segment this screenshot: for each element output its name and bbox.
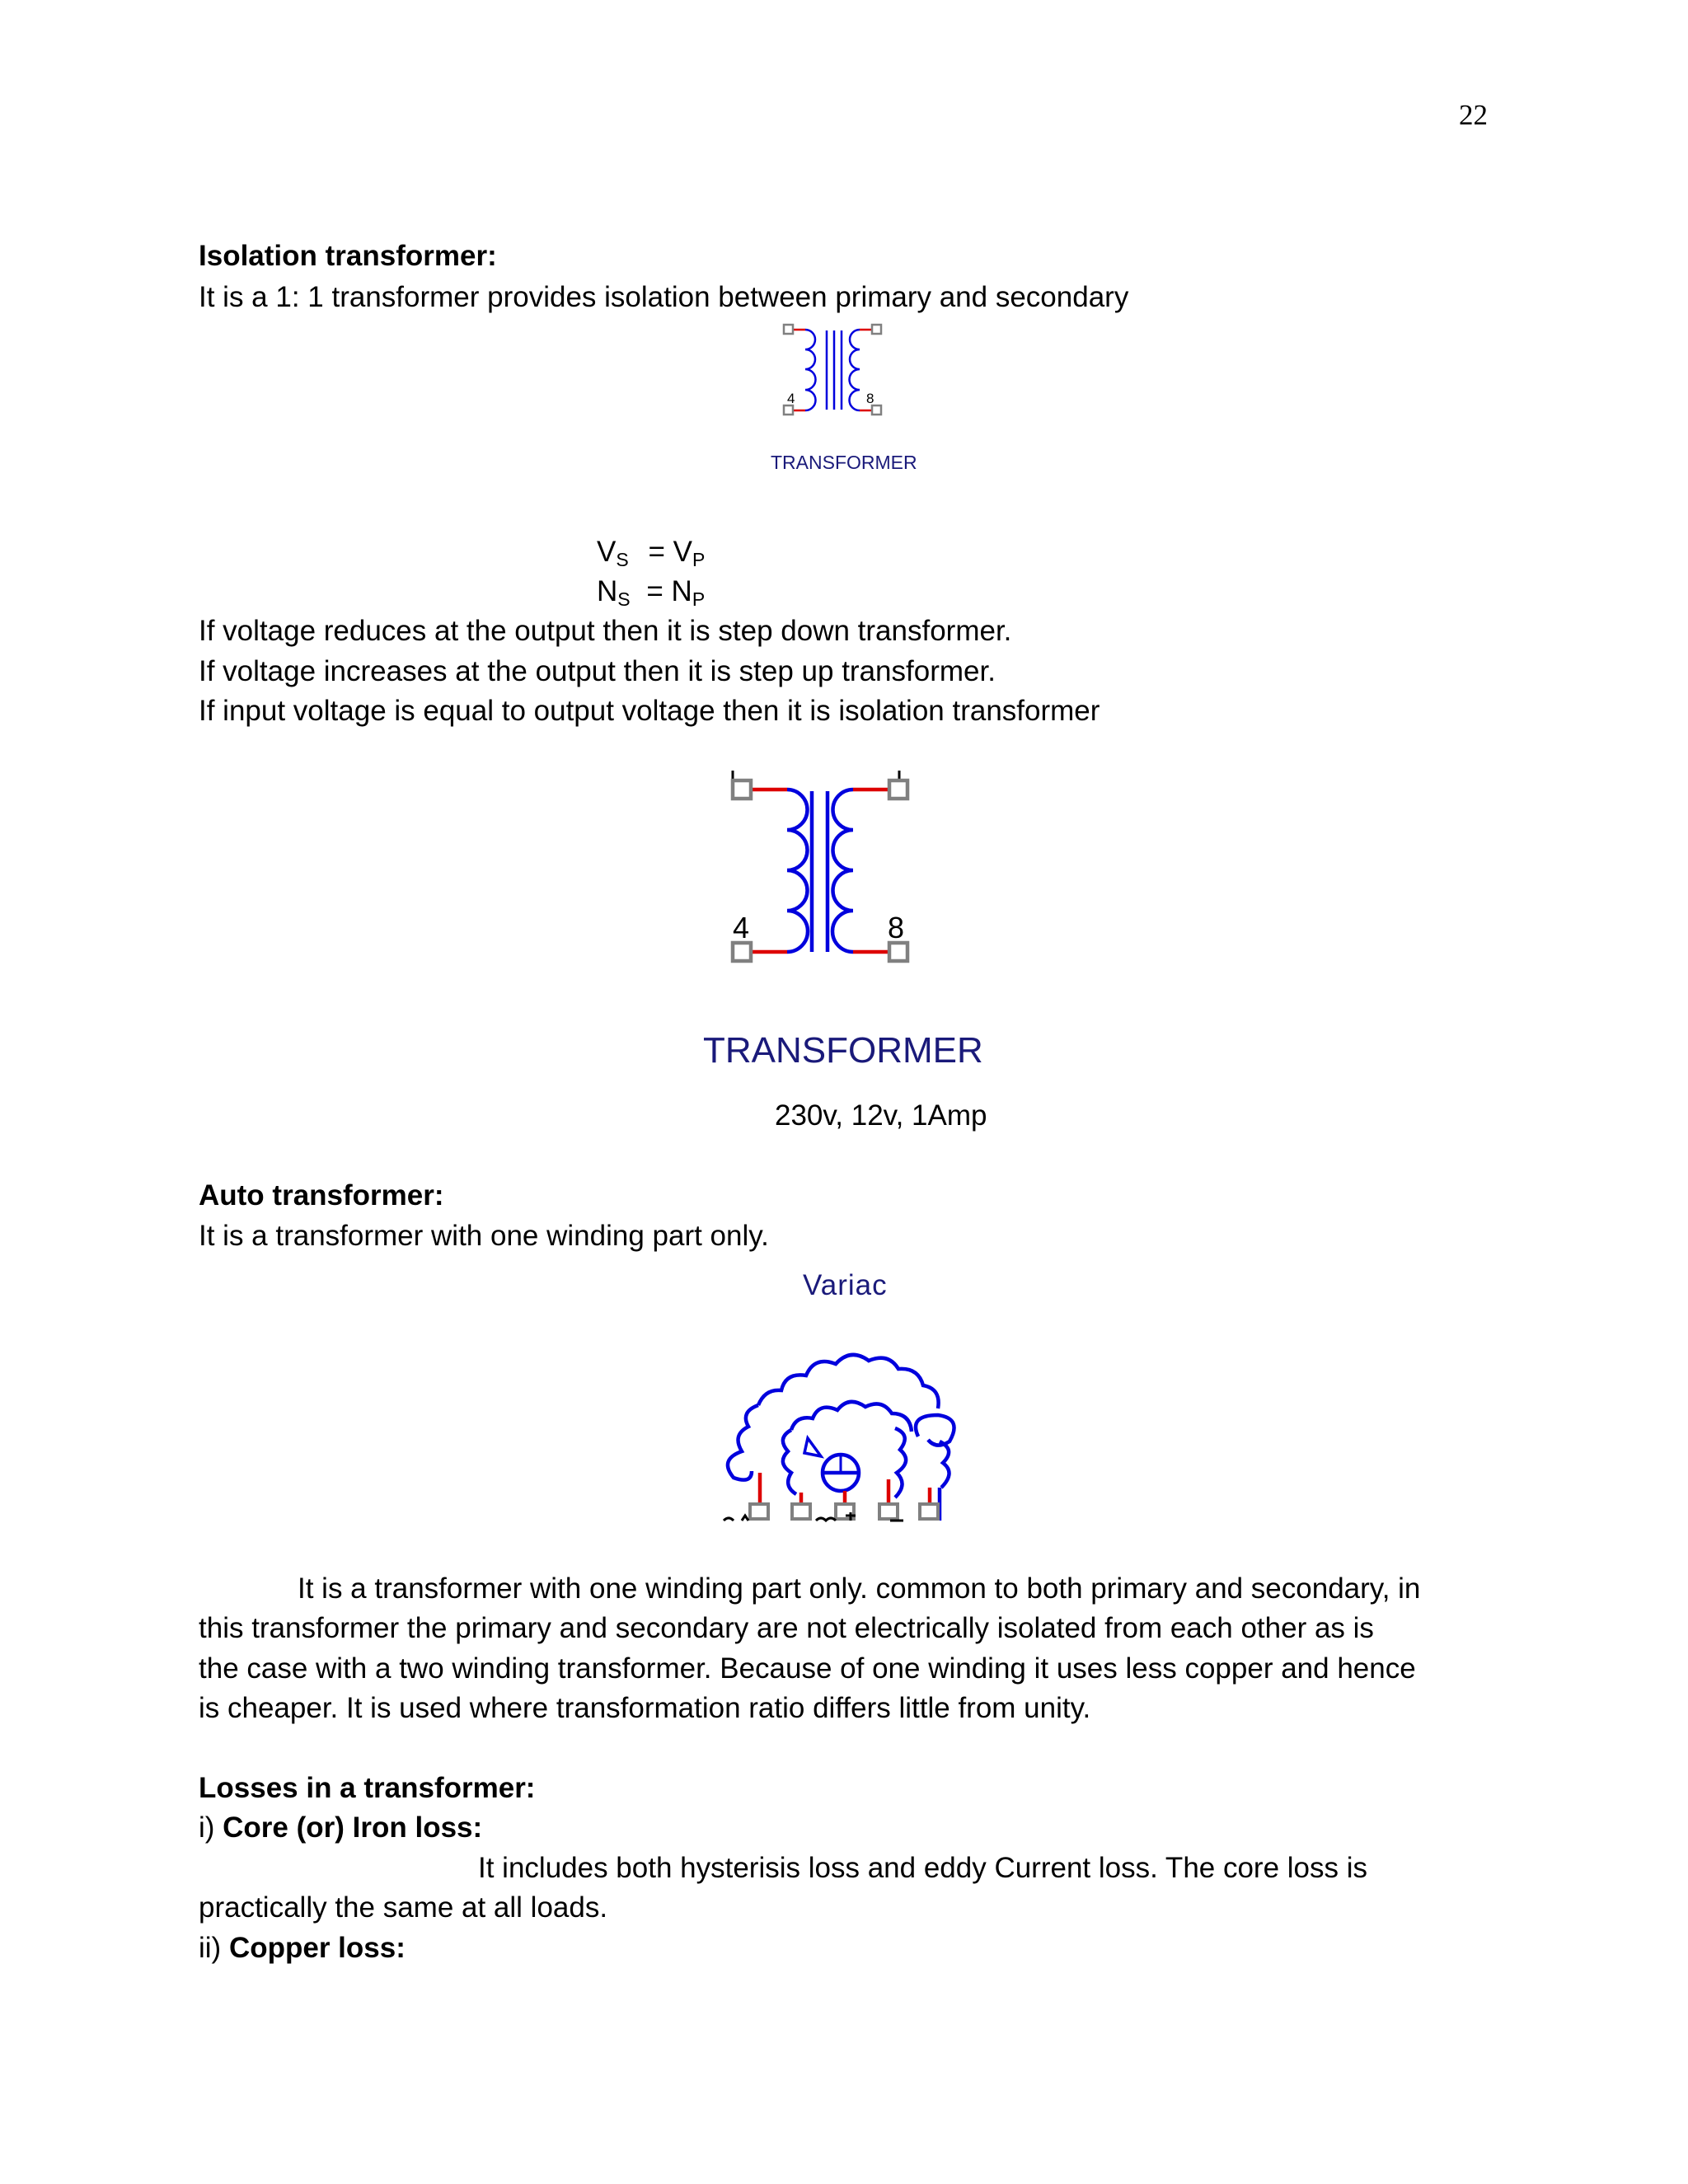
eq1-lhs-sub: S	[616, 549, 629, 570]
isolation-heading: Isolation transformer:	[199, 240, 497, 272]
transformer-large-label: TRANSFORMER	[703, 1030, 983, 1071]
page-number: 22	[1459, 99, 1488, 131]
core-loss-text-2: practically the same at all loads.	[199, 1891, 608, 1924]
eq1-lhs: V	[597, 536, 617, 568]
auto-paragraph-line-3: the case with a two winding transformer. Because of one winding it uses less copper and hence	[199, 1652, 1416, 1685]
transformer-large-diagram	[721, 766, 927, 964]
auto-paragraph-line-2: this transformer the primary and secondary are not electrically isolated from each other as is	[199, 1612, 1374, 1644]
core-loss-prefix: i)	[199, 1811, 223, 1844]
core-loss-title-text: Core (or) Iron loss:	[223, 1811, 483, 1844]
variac-label: Variac	[803, 1269, 888, 1301]
small-pin-left: 4	[787, 391, 795, 406]
isolation-description: It is a 1: 1 transformer provides isolation between primary and secondary	[199, 281, 1129, 313]
auto-paragraph-line-1: It is a transformer with one winding part only. common to both primary and secondary, in	[298, 1572, 1421, 1605]
transformer-small-label: TRANSFORMER	[771, 452, 917, 473]
copper-loss-title-text: Copper loss:	[228, 1932, 406, 1964]
auto-description: It is a transformer with one winding part only.	[199, 1220, 769, 1252]
variac-diagram	[709, 1331, 1006, 1521]
rule-step-down: If voltage reduces at the output then it is step down transformer.	[199, 615, 1012, 647]
core-loss-text-1: It includes both hysterisis loss and eddy Current loss. The core loss is	[478, 1852, 1368, 1884]
large-pin-right: 8	[888, 911, 905, 944]
eq2-op: = N	[646, 575, 692, 607]
eq2-rhs-sub: P	[692, 588, 706, 610]
rule-isolation: If input voltage is equal to output voltage then it is isolation transformer	[199, 695, 1100, 727]
large-pin-left: 4	[733, 911, 750, 944]
eq1-rhs-sub: P	[692, 549, 706, 570]
copper-loss-title	[199, 1928, 406, 1968]
transformer-rating: 230v, 12v, 1Amp	[775, 1099, 987, 1132]
auto-paragraph-line-4: is cheaper. It is used where transformation ratio differs little from unity.	[199, 1692, 1091, 1724]
eq2-lhs: N	[597, 575, 618, 607]
losses-heading: Losses in a transformer:	[199, 1772, 536, 1804]
auto-heading: Auto transformer:	[199, 1179, 444, 1212]
transformer-small-diagram	[779, 317, 886, 416]
small-pin-right: 8	[866, 391, 874, 406]
eq1-op: = V	[648, 536, 692, 568]
copper-loss-prefix: ii)	[199, 1932, 229, 1964]
core-loss-title	[199, 1807, 482, 1848]
eq2-lhs-sub: S	[617, 588, 631, 610]
rule-step-up: If voltage increases at the output then it is step up transformer.	[199, 655, 996, 687]
